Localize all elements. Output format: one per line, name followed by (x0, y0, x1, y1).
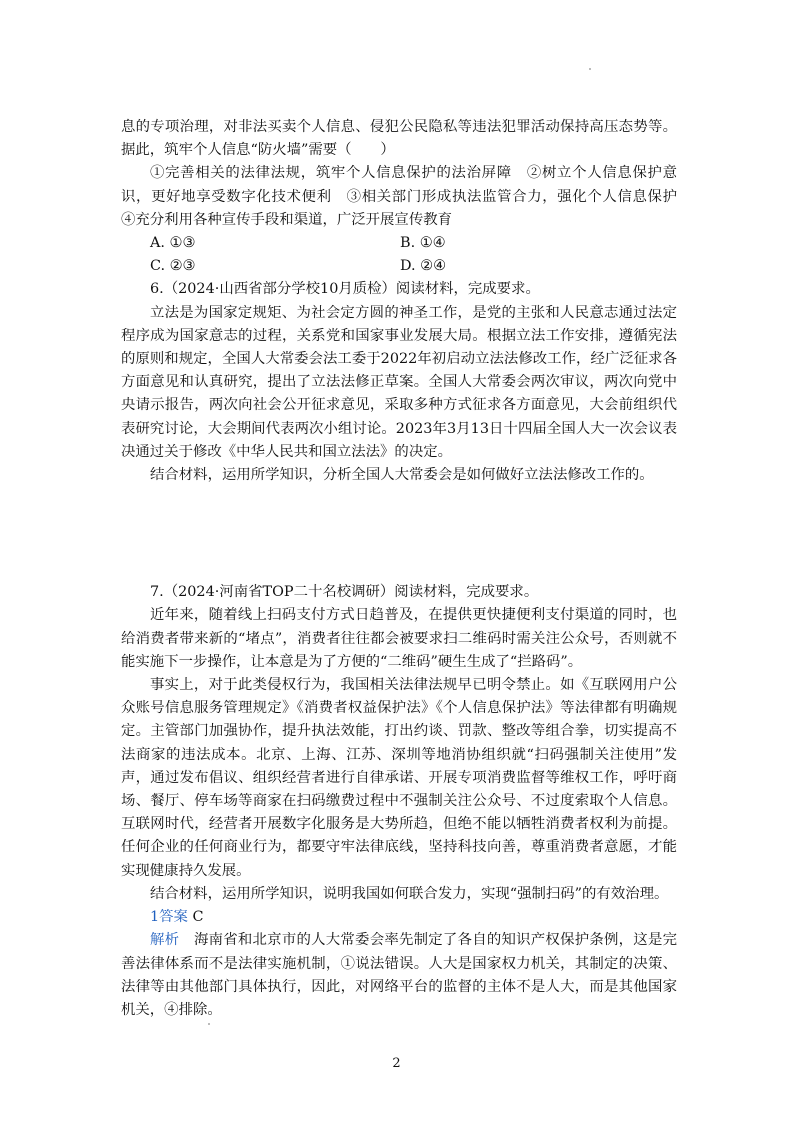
question-6-material: 立法是为国家定规矩、为社会定方圆的神圣工作，是党的主张和人民意志通过法定程序成为国家意志的过程，关系党和国家事业发展大局。根据立法工作安排，遵循宪法的原则和规定，全国人大常委会法工委于2022年初启动立法法修改工作，经广泛征求各方面意见和认真研究，提出了立法法修正草案。全国人大常委会两次审议，两次向党中央请示报告，两次向社会公开征求意见，采取多种方式征求各方面意见，大会前组织代表研究讨论，大会期间代表两次小组讨论。2023年3月13日十四届全国人大一次会议表决通过关于修改《中华人民共和国立法法》的决定。 (121, 304, 677, 460)
question-7-heading: 7.（2024·河南省TOP二十名校调研）阅读材料，完成要求。 (150, 584, 539, 601)
page-number: 2 (392, 1056, 401, 1071)
question-6-heading: 6.（2024·山西省部分学校10月质检）阅读材料，完成要求。 (150, 281, 540, 298)
question-7-paragraph-1: 近年来，随着线上扫码支付方式日趋普及，在提供更快捷便利支付渠道的同时，也给消费者带来新的“堵点”，消费者往往都会被要求扫二维码时需关注公众号，否则就不能实施下一步操作，让本意是为了方便的“二维码”硬生生成了“拦路码”。 (121, 607, 677, 670)
analysis-text: 海南省和北京市的人大常委会率先制定了各自的知识产权保护条例，这是完善法律体系而不是法律实施机制，①说法错误。人大是国家权力机关，其制定的决策、法律等由其他部门具体执行，因此，对网络平台的监督的主体不是人大，而是其他国家机关，④排除。 (121, 932, 677, 1018)
analysis-paragraph (121, 929, 677, 1022)
answer-line (121, 906, 677, 929)
choice-c: C. ②③ (150, 258, 196, 275)
answer-space (121, 487, 677, 581)
question-6-task: 结合材料，运用所学知识，分析全国人大常委会是如何做好立法法修改工作的。 (150, 467, 654, 484)
question-7-task: 结合材料，运用所学知识，说明我国如何联合发力，实现“强制扫码”的有效治理。 (150, 885, 669, 902)
choice-d: D. ②④ (400, 258, 446, 275)
answer-label: 1答案 (150, 909, 188, 926)
question-stem-continued: 息的专项治理，对非法买卖个人信息、侵犯公民隐私等违法犯罪活动保持高压态势等。据此，筑牢个人信息“防火墙”需要（ ） (121, 119, 677, 159)
choice-options (121, 232, 677, 278)
scan-speck (208, 1023, 210, 1025)
page-content (121, 116, 692, 1022)
question-7-paragraph-2: 事实上，对于此类侵权行为，我国相关法律法规早已明令禁止。如《互联网用户公众账号信息服务管理规定》《消费者权益保护法》《个人信息保护法》等法律都有明确规定。主管部门加强协作，提升执法效能，打出约谈、罚款、整改等组合拳，切实提高不法商家的违法成本。北京、上海、江苏、深圳等地消协组织就“扫码强制关注使用”发声，通过发布倡议、组织经营者进行自律承诺、开展专项消费监督等维权工作，呼吁商场、餐厅、停车场等商家在扫码缴费过程中不强制关注公众号、不过度索取个人信息。互联网时代，经营者开展数字化服务是大势所趋，但绝不能以牺牲消费者权利为前提。任何企业的任何商业行为，都要守牢法律底线，坚持科技向善，尊重消费者意愿，才能实现健康持久发展。 (121, 677, 677, 879)
choice-a: A. ①③ (150, 235, 196, 252)
analysis-label: 解析 (150, 932, 180, 949)
choice-b: B. ①④ (400, 235, 446, 252)
statement-options: ①完善相关的法律法规，筑牢个人信息保护的法治屏障 ②树立个人信息保护意识，更好地享受数字化技术便利 ③相关部门形成执法监管合力，强化个人信息保护 ④充分利用各种宣传手段和渠道，广泛开展宣传教育 (121, 165, 692, 228)
answer-value: C (192, 909, 204, 926)
scan-speck (589, 68, 591, 70)
